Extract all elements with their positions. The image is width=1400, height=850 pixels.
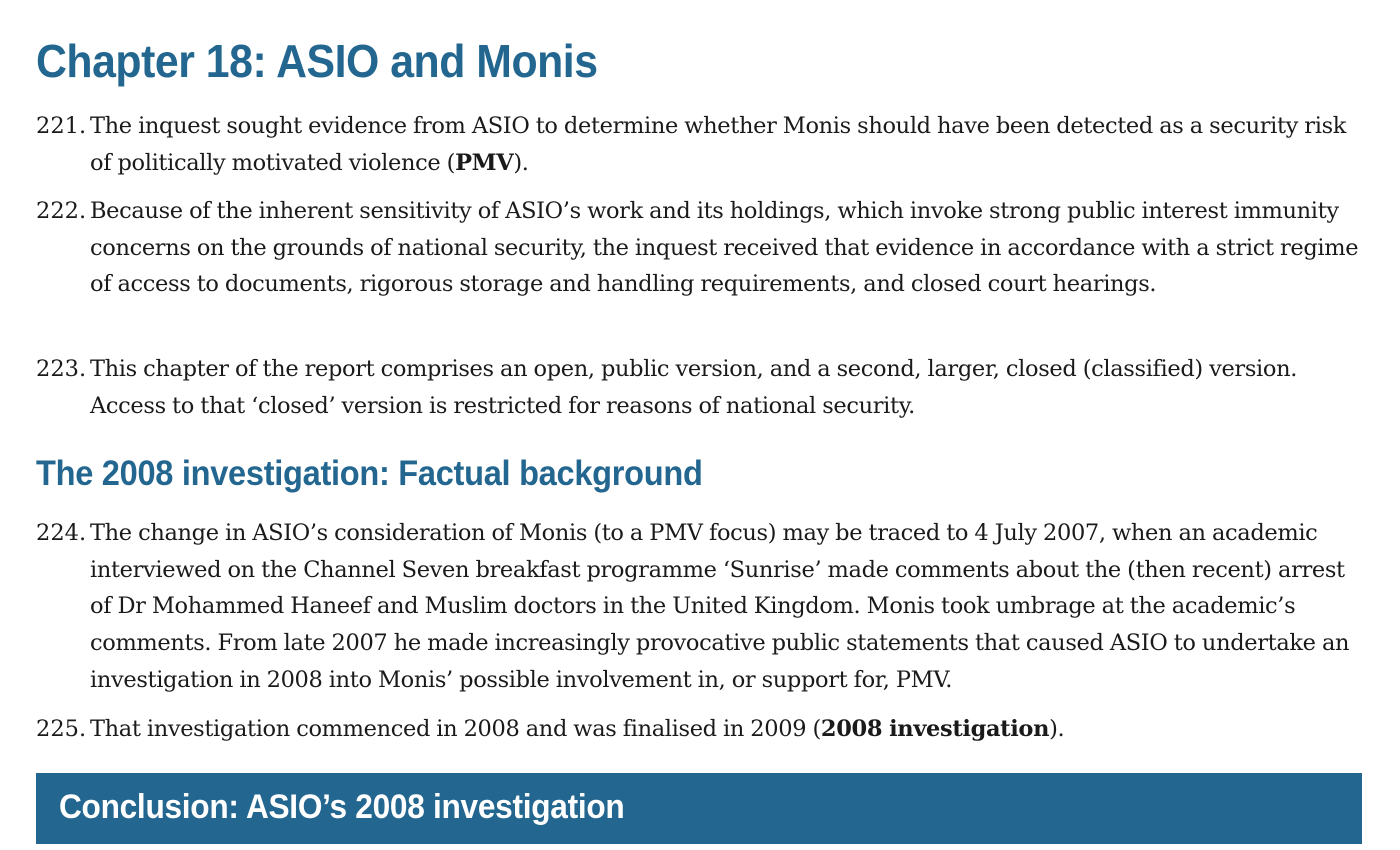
paragraph-text: The change in ASIO’s consideration of Monis (to a PMV focus) may be traced to 4 July 2007, when an academic interviewed on the Channel Seven breakfast programme ‘Sunrise’ made comments about the (then recent) arrest of Dr Mohammed Haneef and Muslim doctors in the United Kingdom. Monis took umbrage at the academic’s comments. From late 2007 he made increasingly provocative public statements that caused ASIO to undertake an investigation in 2008 into Monis’ possible involvement in, or support for, PMV. <box>90 520 1350 693</box>
paragraph-225 <box>36 711 1362 748</box>
section-title: The 2008 investigation: Factual background <box>36 454 703 493</box>
paragraph-text <box>90 711 1362 748</box>
conclusion-banner <box>36 773 1362 844</box>
paragraph-text <box>90 108 1362 181</box>
paragraph-number: 224. <box>36 520 87 546</box>
defined-term: PMV <box>455 149 514 176</box>
paragraph-number: 223. <box>36 356 87 382</box>
paragraph-text: This chapter of the report comprises an open, public version, and a second, larger, closed (classified) version. Access to that ‘closed’ version is restricted for reasons of national security. <box>90 356 1298 419</box>
paragraph-224 <box>36 515 1362 699</box>
paragraph-text: Because of the inherent sensitivity of ASIO’s work and its holdings, which invoke strong public interest immunity concerns on the grounds of national security, the inquest received that evidence in accordance with a strict regime of access to documents, rigorous storage and handling requirements, and closed court hearings. <box>90 198 1359 298</box>
paragraph-223 <box>36 351 1362 424</box>
paragraph-number: 221. <box>36 113 87 139</box>
conclusion-title: Conclusion: ASIO’s 2008 investigation <box>59 788 625 826</box>
paragraph-221 <box>36 108 1362 181</box>
paragraph-text-part: ). <box>513 149 529 176</box>
chapter-title: Chapter 18: ASIO and Monis <box>36 35 598 87</box>
paragraph-222 <box>36 193 1362 303</box>
paragraph-text-part: The inquest sought evidence from ASIO to determine whether Monis should have been detected as a security risk of politically motivated violence ( <box>90 113 1347 176</box>
paragraph-number: 222. <box>36 198 87 224</box>
paragraph-text-part: ). <box>1049 716 1065 742</box>
defined-term: 2008 investigation <box>820 716 1050 742</box>
paragraph-number: 225. <box>36 716 87 742</box>
paragraph-text-part: That investigation commenced in 2008 and was finalised in 2009 ( <box>90 716 821 742</box>
